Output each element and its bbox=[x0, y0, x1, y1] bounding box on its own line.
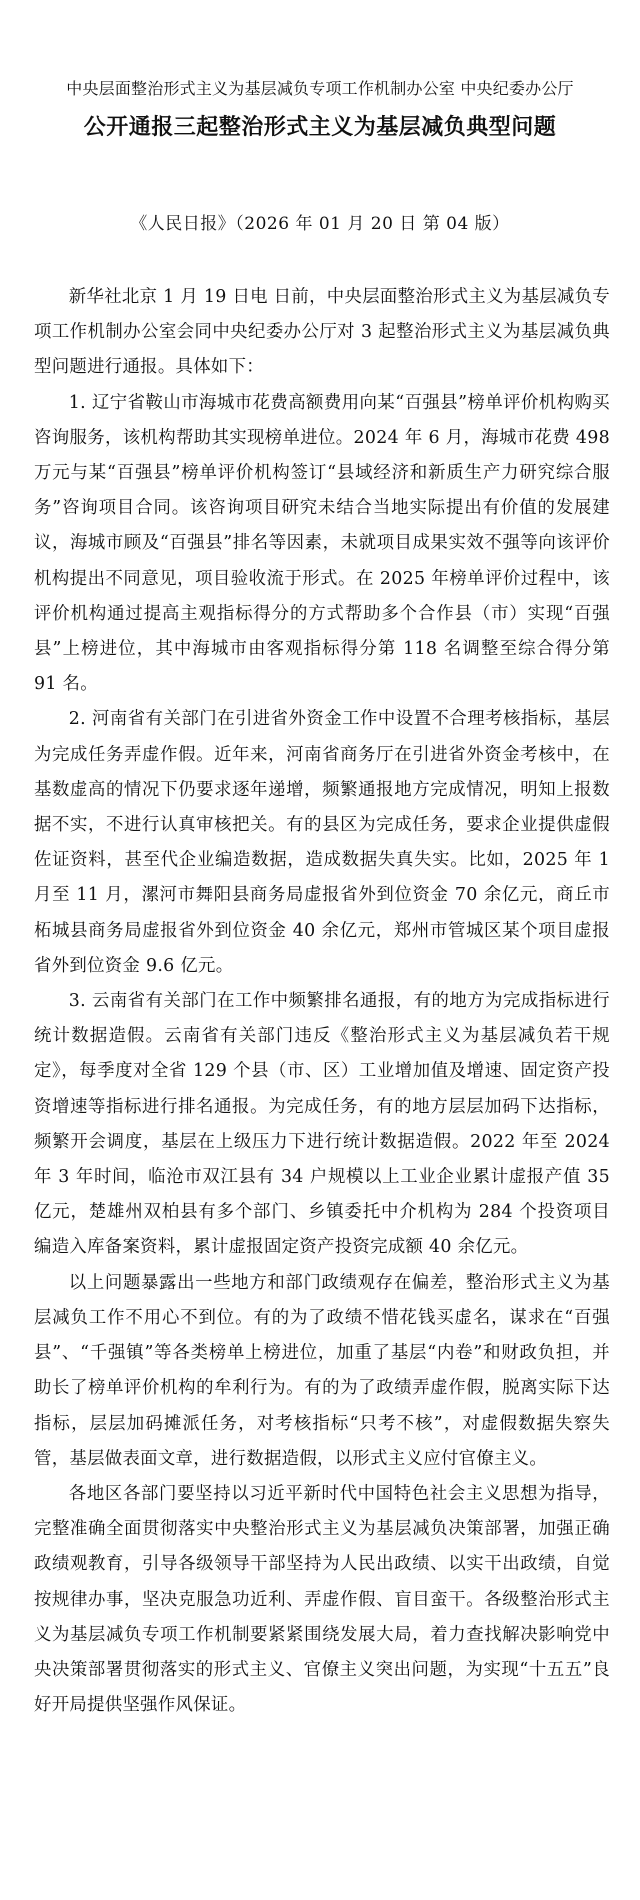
paragraph-case-1: 1. 辽宁省鞍山市海城市花费高额费用向某“百强县”榜单评价机构购买咨询服务，该机构帮助其实现榜单进位。2024 年 6 月，海城市花费 498 万元与某“百强县”榜单评价机构签订“县域经济和新质生产力研究综合服务”咨询项目合同。该咨询项目研究未结合当地实际提出有价值的发展建议，海城市顾及“百强县”排名等因素，未就项目成果实效不强等向该评价机构提出不同意见，项目验收流于形式。在 2025 年榜单评价过程中，该评价机构通过提高主观指标得分的方式帮助多个合作县（市）实现“百强县”上榜进位，其中海城市由客观指标得分第 118 名调整至综合得分第 91 名。 bbox=[34, 392, 610, 695]
paragraph-case-2: 2. 河南省有关部门在引进省外资金工作中设置不合理考核指标，基层为完成任务弄虚作假。近年来，河南省商务厅在引进省外资金考核中，在基数虚高的情况下仍要求逐年递增，频繁通报地方完成情况，明知上报数据不实，不进行认真审核把关。有的县区为完成任务，要求企业提供虚假佐证资料，甚至代企业编造数据，造成数据失真失实。比如，2025 年 1 月至 11 月，漯河市舞阳县商务局虚报省外到位资金 70 余亿元，商丘市柘城县商务局虚报省外到位资金 40 余亿元，郑州市管城区某个项目虚报省外到位资金 9.6 亿元。 bbox=[34, 709, 610, 976]
paragraph-requirements: 各地区各部门要坚持以习近平新时代中国特色社会主义思想为指导，完整准确全面贯彻落实中央整治形式主义为基层减负决策部署，加强正确政绩观教育，引导各级领导干部坚持为人民出政绩、以实干出政绩，自觉按规律办事，坚决克服急功近利、弄虚作假、盲目蛮干。各级整治形式主义为基层减负专项工作机制要紧紧围绕发展大局，着力查找解决影响党中央决策部署贯彻落实的形式主义、官僚主义突出问题，为实现“十五五”良好开局提供坚强作风保证。 bbox=[34, 1483, 610, 1716]
paragraph-intro: 新华社北京 1 月 19 日电 日前，中央层面整治形式主义为基层减负专项工作机制办公室会同中央纪委办公厅对 3 起整治形式主义为基层减负典型问题进行通报。具体如下： bbox=[34, 287, 610, 378]
paragraph-analysis: 以上问题暴露出一些地方和部门政绩观存在偏差，整治形式主义为基层减负工作不用心不到位。有的为了政绩不惜花钱买虚名，谋求在“百强县”、“千强镇”等各类榜单上榜进位，加重了基层“内卷”和财政负担，并助长了榜单评价机构的牟利行为。有的为了政绩弄虚作假，脱离实际下达指标，层层加码摊派任务，对考核指标“只考不核”，对虚假数据失察失管，基层做表面文章，进行数据造假，以形式主义应付官僚主义。 bbox=[34, 1272, 610, 1469]
issuing-authority: 中央层面整治形式主义为基层减负专项工作机制办公室 中央纪委办公厅 bbox=[66, 79, 574, 98]
article-title: 公开通报三起整治形式主义为基层减负典型问题 bbox=[83, 114, 557, 140]
article-body bbox=[34, 280, 610, 1723]
publication-source: 《人民日报》（2026 年 01 月 20 日 第 04 版） bbox=[130, 214, 510, 234]
paragraph-case-3: 3. 云南省有关部门在工作中频繁排名通报，有的地方为完成指标进行统计数据造假。云南省有关部门违反《整治形式主义为基层减负若干规定》，每季度对全省 129 个县（市、区）工业增加值及增速、固定资产投资增速等指标进行排名通报。为完成任务，有的地方层层加码下达指标，频繁开会调度，基层在上级压力下进行统计数据造假。2022 年至 2024 年 3 年时间，临沧市双江县有 34 户规模以上工业企业累计虚报产值 35 亿元，楚雄州双柏县有多个部门、乡镇委托中介机构为 284 个投资项目编造入库备案资料，累计虚报固定资产投资完成额 40 余亿元。 bbox=[34, 991, 610, 1258]
